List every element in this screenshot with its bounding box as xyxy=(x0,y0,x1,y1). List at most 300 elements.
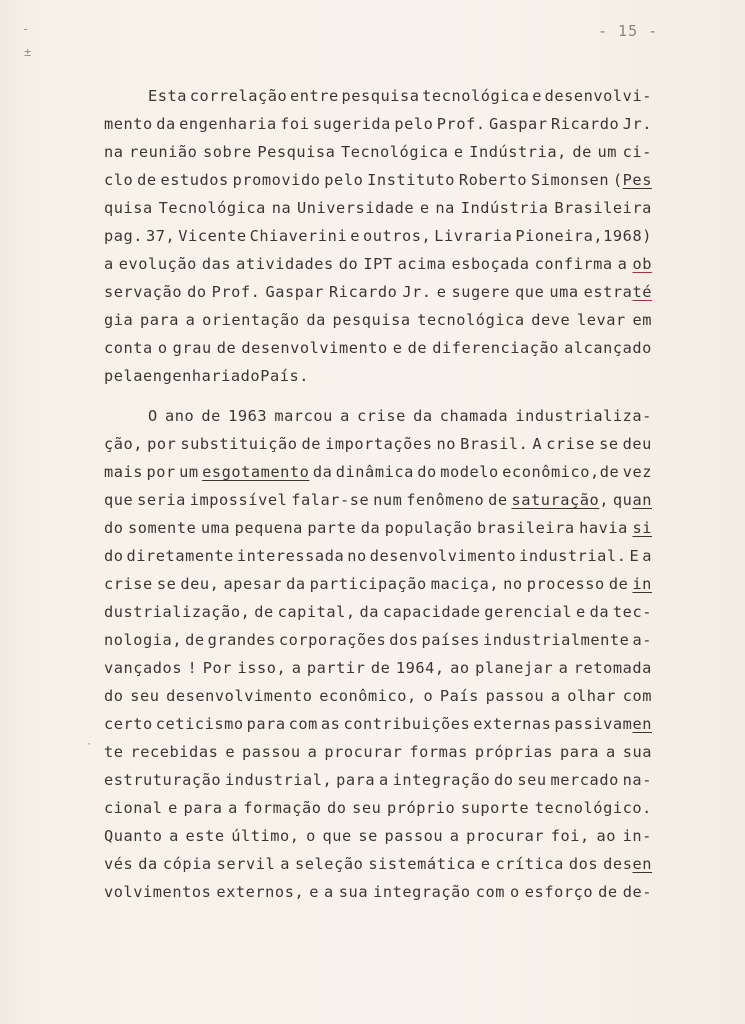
word: Ricardo xyxy=(550,115,620,133)
word: deve xyxy=(531,311,571,329)
word: externos, xyxy=(216,883,305,901)
word: a xyxy=(642,547,652,565)
word: de xyxy=(301,435,322,453)
word: um xyxy=(179,463,199,481)
word: de xyxy=(254,603,274,621)
word: industrial. xyxy=(519,547,627,565)
text-line xyxy=(104,542,652,570)
word: se xyxy=(599,435,619,453)
word: ob xyxy=(632,255,652,273)
word: por xyxy=(147,435,177,453)
text-line xyxy=(104,222,652,250)
paragraph-indent xyxy=(104,402,148,430)
word: ! xyxy=(187,659,198,677)
word: do xyxy=(240,367,261,385)
word: crítica xyxy=(495,855,564,873)
word: da xyxy=(360,519,381,537)
word: interessada xyxy=(236,547,345,565)
word: o xyxy=(306,827,316,845)
word: ção, xyxy=(104,435,144,453)
word: da xyxy=(286,575,306,593)
word: diferenciação xyxy=(432,339,560,357)
word: Prof. xyxy=(436,115,486,133)
word: a xyxy=(307,743,318,761)
word: entre xyxy=(289,87,339,105)
word: que xyxy=(104,491,134,509)
word: para xyxy=(183,799,223,817)
word: brasileira xyxy=(477,519,575,537)
word: passou xyxy=(242,743,301,761)
word: e xyxy=(453,143,464,161)
word: diretamente xyxy=(126,547,234,565)
word: a xyxy=(379,771,389,789)
word: cional xyxy=(104,799,163,817)
word: integração xyxy=(392,771,491,789)
word: na xyxy=(104,143,124,161)
word: Prof. xyxy=(211,283,261,301)
word: da xyxy=(312,463,333,481)
text-line xyxy=(104,738,652,766)
word: por xyxy=(146,463,176,481)
word: desenvolvimento xyxy=(166,687,313,705)
word: substituição xyxy=(180,435,298,453)
word: se xyxy=(156,575,177,593)
word: passivamen xyxy=(554,715,652,733)
word: o xyxy=(157,339,168,357)
word: no xyxy=(436,435,457,453)
word: econômico, xyxy=(319,687,417,705)
word: próprio xyxy=(386,799,456,817)
word: partir xyxy=(306,659,366,677)
word: Tecnológica xyxy=(158,199,266,217)
word: gia xyxy=(104,311,134,329)
word: Quanto xyxy=(104,827,163,845)
text-line xyxy=(104,138,652,166)
word: da xyxy=(413,407,433,425)
word: havia xyxy=(579,519,628,537)
word: da xyxy=(138,855,158,873)
word: no xyxy=(503,575,523,593)
word: e xyxy=(532,87,542,105)
word: e xyxy=(309,883,319,901)
text-line xyxy=(104,878,652,906)
word: num xyxy=(373,491,403,509)
word: Simonsen xyxy=(531,171,610,189)
word: Esta xyxy=(148,87,188,105)
text-line xyxy=(104,514,652,542)
word: grandes xyxy=(207,631,276,649)
word: o xyxy=(423,687,434,705)
word: se xyxy=(358,827,378,845)
word: econômico,de xyxy=(502,463,620,481)
word: Jr. xyxy=(622,115,652,133)
word: processo xyxy=(526,575,605,593)
word: procurar xyxy=(466,827,545,845)
word: desenvolvimento xyxy=(241,339,388,357)
word: pesquisa xyxy=(341,87,420,105)
word: a xyxy=(104,255,114,273)
word: de xyxy=(598,883,618,901)
word: último, xyxy=(231,827,300,845)
word: uma xyxy=(200,519,231,537)
word: Instituto xyxy=(367,171,456,189)
word: a xyxy=(340,407,350,425)
word: O xyxy=(148,407,158,425)
word: 37, xyxy=(146,227,176,245)
text-line xyxy=(104,82,652,110)
word: e xyxy=(419,199,430,217)
word: seria xyxy=(137,491,186,509)
word: da xyxy=(156,115,176,133)
word: a xyxy=(558,659,569,677)
word: pelo xyxy=(394,115,434,133)
word: para xyxy=(336,771,376,789)
text-line xyxy=(104,402,652,430)
word: esgotamento xyxy=(202,463,310,481)
word: in- xyxy=(622,827,652,845)
word: pesquisa xyxy=(332,311,411,329)
word: certo xyxy=(104,715,153,733)
word: do xyxy=(104,547,124,565)
word: engenharia xyxy=(179,115,277,133)
word: seu xyxy=(517,771,547,789)
word: a xyxy=(324,883,334,901)
word: ao xyxy=(596,827,616,845)
page-number: - 15 - xyxy=(598,22,659,40)
word: a xyxy=(185,311,196,329)
word: parte xyxy=(307,519,357,537)
word: uma xyxy=(549,283,579,301)
word: Brasil. xyxy=(460,435,529,453)
word: na- xyxy=(622,771,652,789)
word: Por xyxy=(202,659,232,677)
word: Chiaverini xyxy=(249,227,348,245)
word: a xyxy=(605,743,616,761)
word: te xyxy=(104,743,124,761)
word: de xyxy=(572,143,592,161)
word: as xyxy=(320,715,341,733)
text-line xyxy=(104,850,652,878)
word: retomada xyxy=(573,659,652,677)
word: seleção xyxy=(295,855,364,873)
word: no xyxy=(347,547,367,565)
word: Gaspar xyxy=(489,115,548,133)
word: alcançado xyxy=(564,339,652,357)
word: contribuições xyxy=(343,715,471,733)
word: Indústria xyxy=(460,199,549,217)
word: Pesquisa xyxy=(257,143,336,161)
word: mais xyxy=(104,463,144,481)
word: gerencial xyxy=(484,603,573,621)
text-line xyxy=(104,250,652,278)
word: sugere xyxy=(451,283,511,301)
word: que xyxy=(515,283,545,301)
word: seu xyxy=(352,799,382,817)
word: formação xyxy=(243,799,322,817)
word: estudos xyxy=(160,171,229,189)
word: ci- xyxy=(622,143,652,161)
word: a xyxy=(228,799,238,817)
word: Vicente xyxy=(178,227,247,245)
word: tec- xyxy=(612,603,652,621)
word: industrializa- xyxy=(515,407,652,425)
word: integração xyxy=(373,883,471,901)
word: a xyxy=(169,827,179,845)
word: fenômeno xyxy=(406,491,485,509)
text-line xyxy=(104,166,652,194)
word: Brasileira xyxy=(554,199,652,217)
word: população xyxy=(384,519,473,537)
word: esforço xyxy=(524,883,594,901)
text-line xyxy=(104,626,652,654)
word: mento xyxy=(104,115,153,133)
text-line xyxy=(104,710,652,738)
word: A xyxy=(532,435,543,453)
word: de xyxy=(488,491,508,509)
word: orientação xyxy=(202,311,300,329)
word: e xyxy=(480,855,491,873)
word: somente xyxy=(128,519,197,537)
word: foi, xyxy=(550,827,590,845)
word: na xyxy=(435,199,455,217)
word: vez xyxy=(622,463,652,481)
word: de xyxy=(370,659,391,677)
word: Livraria xyxy=(434,227,513,245)
word: deu xyxy=(622,435,652,453)
word: engenharia xyxy=(143,367,241,385)
word: confirma xyxy=(534,255,613,273)
word: e xyxy=(575,603,586,621)
text-line xyxy=(104,278,652,306)
word: vés xyxy=(104,855,134,873)
word: Indústria, xyxy=(469,143,567,161)
word: cópia xyxy=(162,855,212,873)
word: capital, xyxy=(277,603,356,621)
word: Gaspar xyxy=(265,283,325,301)
word: desenvolvi- xyxy=(544,87,652,105)
word: vançados xyxy=(104,659,183,677)
word: modelo xyxy=(440,463,499,481)
text-line xyxy=(104,306,652,334)
word: outros, xyxy=(362,227,432,245)
text-line xyxy=(104,794,652,822)
word: capacidade xyxy=(382,603,481,621)
word: mercado xyxy=(550,771,619,789)
word: Pioneira,1968) xyxy=(515,227,652,245)
text-line xyxy=(104,598,652,626)
word: a- xyxy=(632,631,652,649)
word: da xyxy=(306,311,326,329)
margin-mark: ± xyxy=(24,45,32,59)
word: e xyxy=(392,339,403,357)
word: grau xyxy=(172,339,212,357)
word: do xyxy=(104,687,124,705)
word: Jr. xyxy=(402,283,432,301)
word: participação xyxy=(309,575,427,593)
word: pelo xyxy=(324,171,364,189)
word: de- xyxy=(622,883,652,901)
word: a xyxy=(291,659,302,677)
word: E xyxy=(629,547,640,565)
word: Universidade xyxy=(297,199,415,217)
word: e xyxy=(436,283,447,301)
word: o xyxy=(510,883,520,901)
word: volvimentos xyxy=(104,883,212,901)
word: de xyxy=(201,407,221,425)
word: crise xyxy=(357,407,406,425)
word: do xyxy=(417,463,437,481)
word: do xyxy=(327,799,347,817)
word: sua xyxy=(338,883,369,901)
word: estruturação xyxy=(104,771,222,789)
word: a xyxy=(449,827,460,845)
text-line xyxy=(104,486,652,514)
word: chamada xyxy=(439,407,509,425)
word: recebidas xyxy=(130,743,219,761)
word: ao xyxy=(450,659,470,677)
word: de xyxy=(216,339,237,357)
word: marcou xyxy=(274,407,333,425)
word: com xyxy=(288,715,318,733)
text-line xyxy=(104,766,652,794)
word: um xyxy=(597,143,618,161)
word: das xyxy=(201,255,232,273)
word: atividades xyxy=(236,255,334,273)
word: dustrialização, xyxy=(104,603,251,621)
paragraph-1 xyxy=(104,82,652,390)
word: apesar xyxy=(223,575,283,593)
word: industrialmente xyxy=(483,631,630,649)
word: na xyxy=(271,199,292,217)
word: planejar xyxy=(475,659,554,677)
paragraph-indent xyxy=(104,82,148,110)
text-line xyxy=(104,654,652,682)
word: com xyxy=(622,687,652,705)
word: a xyxy=(617,255,628,273)
word: quisa xyxy=(104,199,153,217)
word: reunião xyxy=(129,143,198,161)
word: dinâmica xyxy=(335,463,414,481)
word: (Pes xyxy=(612,171,652,189)
word: saturação, xyxy=(511,491,610,509)
word: correlação xyxy=(189,87,288,105)
word: dos xyxy=(568,855,599,873)
word: sugerida xyxy=(312,115,391,133)
text-line xyxy=(104,110,652,138)
word: sobre xyxy=(202,143,252,161)
word: quan xyxy=(612,491,652,509)
margin-mark: - xyxy=(22,22,30,36)
word: crise xyxy=(546,435,596,453)
text-line xyxy=(104,194,652,222)
word: procurar xyxy=(324,743,403,761)
word: próprias xyxy=(474,743,553,761)
word: tecnológico. xyxy=(534,799,652,817)
word: tecnológica xyxy=(417,311,525,329)
word: industrial, xyxy=(224,771,333,789)
word: conta xyxy=(104,339,153,357)
word: esboçada xyxy=(451,255,530,273)
text-line xyxy=(104,334,652,362)
word: si xyxy=(632,519,652,537)
word: crise xyxy=(104,575,153,593)
word: do xyxy=(494,771,514,789)
word: passou xyxy=(485,687,545,705)
word: pequena xyxy=(234,519,303,537)
word: Ricardo xyxy=(329,283,398,301)
word: de xyxy=(137,171,157,189)
word: para xyxy=(246,715,286,733)
word: para xyxy=(559,743,599,761)
margin-mark: · xyxy=(86,739,93,750)
word: este xyxy=(185,827,225,845)
word: ceticismo xyxy=(155,715,244,733)
word: maciça, xyxy=(430,575,500,593)
word: ano xyxy=(164,407,195,425)
word: Tecnológica xyxy=(341,143,449,161)
word: pag. xyxy=(104,227,144,245)
word: importações xyxy=(325,435,433,453)
body-text xyxy=(104,82,652,906)
word: nologia, xyxy=(104,631,183,649)
text-line xyxy=(104,682,652,710)
word: pela xyxy=(104,367,144,385)
word: estraté xyxy=(583,283,652,301)
word: promovido xyxy=(232,171,321,189)
word: do xyxy=(187,283,207,301)
word: impossível xyxy=(189,491,288,509)
word: a xyxy=(550,687,561,705)
word: e xyxy=(225,743,236,761)
word: da xyxy=(359,603,380,621)
text-line xyxy=(104,458,652,486)
word: a xyxy=(280,855,291,873)
word: acima xyxy=(397,255,447,273)
paragraph-2 xyxy=(104,402,652,906)
text-line xyxy=(104,430,652,458)
word: seu xyxy=(130,687,160,705)
word: e xyxy=(168,799,178,817)
word: de xyxy=(185,631,205,649)
word: olhar xyxy=(567,687,617,705)
word: que xyxy=(322,827,352,845)
text-line xyxy=(104,822,652,850)
word: País. xyxy=(260,367,309,385)
word: País xyxy=(439,687,479,705)
word: falar-se xyxy=(291,491,370,509)
word: sistemática xyxy=(368,855,476,873)
word: para xyxy=(139,311,179,329)
word: da xyxy=(589,603,610,621)
word: levar xyxy=(576,311,626,329)
word: desenvolvimento xyxy=(369,547,517,565)
word: de xyxy=(608,575,629,593)
word: dos xyxy=(389,631,419,649)
text-line xyxy=(104,570,652,598)
word: formas xyxy=(409,743,468,761)
word: corporações xyxy=(278,631,387,649)
word: do xyxy=(104,519,124,537)
word: in xyxy=(632,575,652,593)
word: isso, xyxy=(237,659,287,677)
word: países xyxy=(421,631,481,649)
word: deu, xyxy=(180,575,220,593)
word: Roberto xyxy=(458,171,528,189)
word: foi xyxy=(280,115,310,133)
word: de xyxy=(407,339,428,357)
word: evolução xyxy=(118,255,197,273)
word: desen xyxy=(603,855,652,873)
